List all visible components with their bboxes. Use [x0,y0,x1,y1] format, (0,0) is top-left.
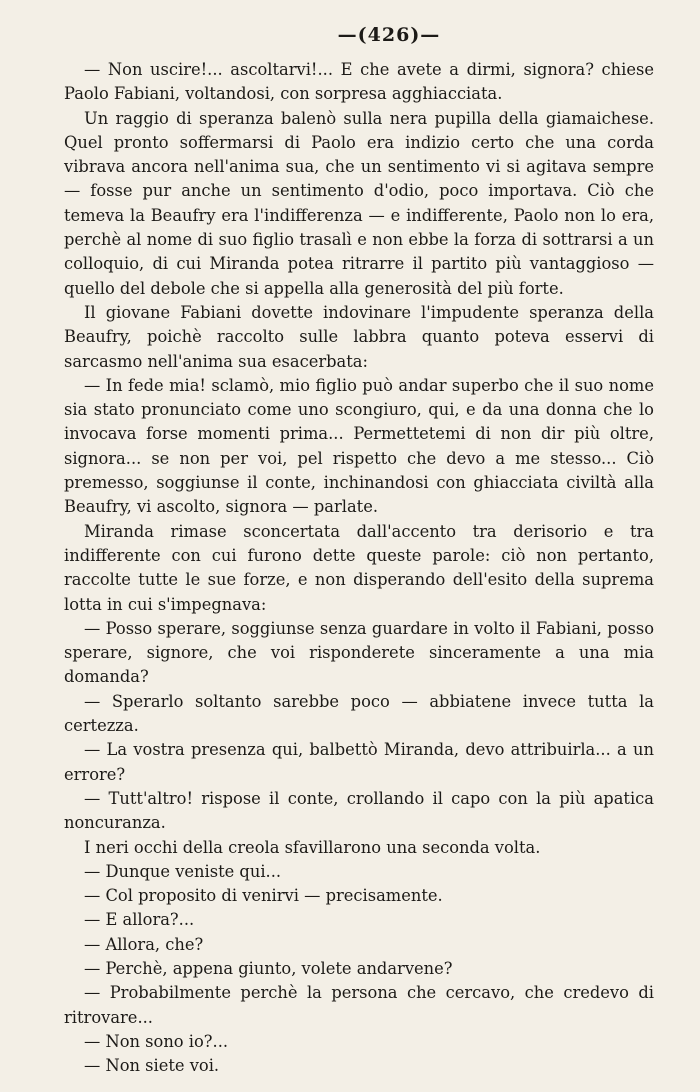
paragraph: — Posso sperare, soggiunse senza guardare in volto il Fabiani, posso sperare, signore, che voi risponderete sinceramente a una mia domanda? [64,618,654,687]
paragraph: — La vostra presenza qui, balbettò Miranda, devo attribuirla... a un errore? [64,740,654,784]
paragraph: — Tutt'altro! rispose il conte, crollando il capo con la più apatica noncuranza. [64,788,654,833]
paragraph: — Non siete voi. [84,1056,220,1076]
paragraph: Un raggio di speranza balenò sulla nera pupilla della giamaichese. Quel pronto soffermarsi di Paolo era indizio certo che una corda vibrava ancora nell'anima sua, che un sentimento vi si agitava sempre — fosse pur anche un sentimento d'odio, poco importava. Ciò che temeva la Beaufry era l'indifferenza — e indifferente, Paolo non lo era, perchè al nome di suo figlio trasalì e non ebbe la forza di sottrarsi a un colloquio, di cui Miranda potea ritrarre il partito più vantaggioso — quello del debole che si appella alla generosità del più forte. [64,108,654,298]
paragraph: — Allora, che? [84,934,204,954]
paragraph: — Non sono io?... [84,1031,229,1051]
paragraph: — E allora?... [84,910,195,930]
body-text [64,58,654,1078]
paragraph: — Non uscire!... ascoltarvi!... E che avete a dirmi, signora? chiese Paolo Fabiani, voltandosi, con sorpresa agghiacciata. [64,60,654,104]
paragraph: — Col proposito di venirvi — precisamente. [84,886,443,906]
paragraph: I neri occhi della creola sfavillarono una seconda volta. [84,837,541,857]
page-number: —(426)— [337,24,441,46]
paragraph: — Perchè, appena giunto, volete andarvene? [84,958,453,978]
paragraph: Il giovane Fabiani dovette indovinare l'impudente speranza della Beaufry, poichè raccolto sulle labbra quanto poteva esservi di sarcasmo nell'anima sua esacerbata: [64,302,654,371]
paragraph: — Sperarlo soltanto sarebbe poco — abbiatene invece tutta la certezza. [64,691,654,736]
paragraph: Miranda rimase sconcertata dall'accento tra derisorio e tra indifferente con cui furono dette queste parole: ciò non pertanto, raccolte tutte le sue forze, e non disperando dell'esito della suprema lotta in cui s'impegnava: [64,521,654,614]
paragraph: — In fede mia! sclamò, mio figlio può andar superbo che il suo nome sia stato pronunciato come uno scongiuro, qui, e da una donna che lo invocava forse momenti prima... Permettetemi di non dir più oltre, signora... se non per voi, pel rispetto che devo a me stesso... Ciò premesso, soggiunse il conte, inchinandosi con ghiacciata civiltà alla Beaufry, vi ascolto, signora — parlate. [64,375,654,517]
paragraph: — Probabilmente perchè la persona che cercavo, che credevo di ritrovare... [64,983,654,1027]
paragraph: — Dunque veniste qui... [84,861,282,881]
